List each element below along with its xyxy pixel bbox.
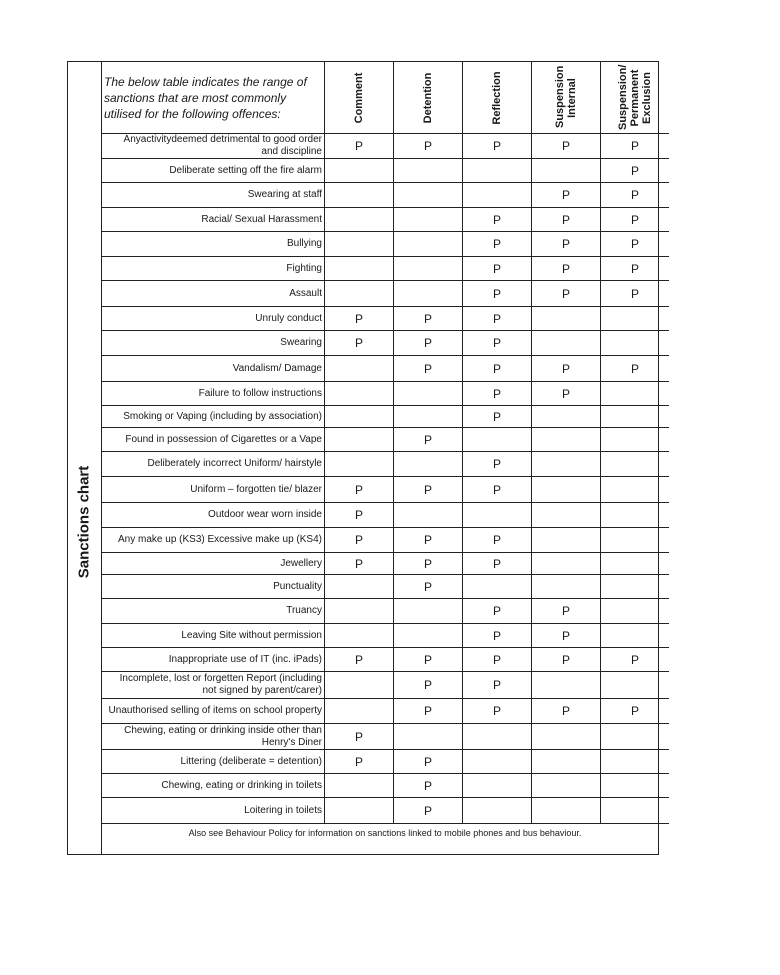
table-row [101,724,669,750]
sanction-cell [325,750,394,774]
sanction-mark: P [354,556,363,571]
sanction-cell [325,208,394,232]
sanction-cell [394,672,463,699]
sanction-cell [601,331,670,356]
offence-cell: Deliberately incorrect Uniform/ hairstyle [101,452,325,477]
offence-cell: Swearing at staff [101,183,325,208]
table-row [101,672,669,699]
table-row [101,232,669,257]
offence-cell: Assault [101,281,325,307]
sanction-cell [325,699,394,724]
table-row [101,528,669,553]
table-row [101,699,669,724]
sanction-mark: P [630,188,639,202]
sanction-cell [532,183,601,208]
sanction-cell [463,599,532,624]
sanction-cell [532,699,601,724]
offence-cell: Fighting [101,257,325,281]
sanction-cell [463,406,532,428]
offence-cell: Inappropriate use of IT (inc. iPads) [101,648,325,672]
sanction-mark: P [423,652,432,667]
sanction-cell [532,724,601,750]
sanction-cell [325,331,394,356]
side-label-column [68,62,102,854]
offence-cell: Unruly conduct [101,307,325,331]
offence-cell: Chewing, eating or drinking inside other than Henry's Diner [101,724,325,750]
sanction-mark: P [630,212,639,227]
sanction-cell [532,528,601,553]
sanction-cell [325,503,394,528]
sanction-mark: P [423,139,432,153]
sanction-cell [394,183,463,208]
sanction-cell [463,232,532,257]
sanction-cell [601,624,670,648]
sanction-cell [601,750,670,774]
sanction-cell [325,307,394,331]
sanction-mark: P [492,678,501,692]
offence-cell: Littering (deliberate = detention) [101,750,325,774]
sanction-mark: P [423,704,432,718]
sanction-mark: P [561,604,570,618]
sanction-mark: P [354,754,363,769]
sanction-mark: P [492,628,501,643]
sanction-cell [394,208,463,232]
sanctions-chart-label: Sanctions chart [75,465,93,579]
sanction-cell [532,232,601,257]
sanction-cell [463,648,532,672]
sanction-cell [463,134,532,159]
table-row [101,208,669,232]
sanction-cell [601,452,670,477]
sanction-cell [601,699,670,724]
table-row [101,648,669,672]
sanction-cell [463,452,532,477]
sanction-mark: P [423,432,432,447]
offence-cell: Loitering in toilets [101,798,325,824]
sanction-cell [394,699,463,724]
sanction-cell [532,257,601,281]
sanction-cell [394,134,463,159]
sanction-mark: P [561,361,570,376]
sanction-cell [601,724,670,750]
table-row [101,257,669,281]
offence-cell: Failure to follow instructions [101,382,325,406]
sanction-mark: P [561,286,570,301]
sanction-cell [325,575,394,599]
sanction-cell [325,774,394,798]
sanction-cell [601,134,670,159]
sanction-mark: P [423,579,432,594]
sanction-cell [463,553,532,575]
sanction-cell [463,257,532,281]
table-row [101,281,669,307]
sanction-mark: P [492,704,501,718]
sanction-mark: P [423,803,432,818]
sanction-mark: P [492,386,501,401]
sanction-mark: P [423,336,432,350]
table-row [101,452,669,477]
sanction-cell [325,798,394,824]
sanction-mark: P [423,533,432,547]
sanction-mark: P [630,237,639,251]
sanction-cell [394,382,463,406]
sanction-mark: P [423,678,432,692]
sanction-mark: P [492,139,501,153]
sanction-cell [394,624,463,648]
table-row [101,503,669,528]
sanction-cell [463,624,532,648]
sanction-mark: P [492,237,501,251]
sanction-mark: P [423,311,432,326]
offence-cell: Jewellery [101,553,325,575]
table-row [101,331,669,356]
sanction-cell [394,356,463,382]
offence-cell: Bullying [101,232,325,257]
sanction-cell [601,382,670,406]
sanction-cell [325,257,394,281]
column-header-comment [325,62,394,134]
table-row [101,183,669,208]
offence-cell: Outdoor wear worn inside [101,503,325,528]
sanction-mark: P [423,482,432,497]
sanction-cell [325,382,394,406]
offence-cell: Smoking or Vaping (including by association) [101,406,325,428]
sanction-cell [601,307,670,331]
sanction-cell [532,750,601,774]
table-row [101,134,669,159]
sanction-cell [325,648,394,672]
sanction-cell [463,503,532,528]
sanction-cell [532,774,601,798]
sanction-mark: P [561,652,570,667]
sanction-cell [532,798,601,824]
sanction-mark: P [423,556,432,571]
table-row [101,406,669,428]
offence-cell: Truancy [101,599,325,624]
sanction-cell [394,528,463,553]
offence-cell: Incomplete, lost or forgetten Report (including not signed by parent/carer) [101,672,325,699]
table-row [101,356,669,382]
sanction-mark: P [561,628,570,643]
sanction-cell [325,672,394,699]
sanction-cell [325,159,394,183]
sanction-cell [394,553,463,575]
sanction-mark: P [354,482,363,497]
sanction-cell [394,575,463,599]
sanction-cell [532,134,601,159]
sanction-cell [463,699,532,724]
sanction-cell [601,428,670,452]
sanction-mark: P [492,361,501,376]
sanction-cell [394,750,463,774]
sanction-mark: P [492,409,501,424]
offence-cell: Anyactivitydeemed detrimental to good order and discipline [101,134,325,159]
sanction-cell [325,624,394,648]
sanction-cell [325,452,394,477]
sanction-cell [532,208,601,232]
sanction-cell [601,503,670,528]
sanction-cell [463,798,532,824]
sanction-mark: P [630,163,639,178]
sanction-cell [463,208,532,232]
offence-cell: Unauthorised selling of items on school property [101,699,325,724]
sanction-cell [463,356,532,382]
sanction-cell [532,428,601,452]
table-row [101,774,669,798]
sanction-mark: P [423,361,432,376]
sanction-mark: P [561,704,570,718]
sanction-cell [532,159,601,183]
sanctions-sheet [67,61,659,855]
sanction-cell [325,281,394,307]
offence-cell: Racial/ Sexual Harassment [101,208,325,232]
sanction-cell [325,232,394,257]
column-header-detention [394,62,463,134]
sanction-cell [601,183,670,208]
table-row [101,553,669,575]
sanction-mark: P [492,604,501,618]
sanction-cell [394,477,463,503]
sanction-cell [532,406,601,428]
sanction-mark: P [561,188,570,202]
sanction-cell [532,452,601,477]
sanction-mark: P [354,533,363,547]
offence-cell: Chewing, eating or drinking in toilets [101,774,325,798]
sanction-mark: P [492,286,501,301]
sanction-cell [463,159,532,183]
sanction-mark: P [492,261,501,276]
sanction-cell [532,672,601,699]
sanction-cell [463,477,532,503]
sanction-cell [532,477,601,503]
sanction-cell [394,774,463,798]
sanction-cell [325,134,394,159]
sanction-cell [394,307,463,331]
sanction-cell [532,356,601,382]
sanction-mark: P [354,336,363,350]
sanction-mark: P [423,778,432,793]
sanction-cell [394,599,463,624]
table-row [101,382,669,406]
offence-cell: Uniform – forgotten tie/ blazer [101,477,325,503]
sanctions-table [101,62,669,842]
sanction-mark: P [561,261,570,276]
column-label: Suspension/ Permanent Exclusion [617,64,653,130]
sanction-cell [532,648,601,672]
sanction-mark: P [492,336,501,350]
sanction-cell [394,648,463,672]
sanction-mark: P [630,261,639,276]
sanction-mark: P [492,482,501,497]
sanction-cell [532,575,601,599]
sanction-cell [601,672,670,699]
sanction-cell [325,724,394,750]
table-row [101,750,669,774]
sanction-mark: P [354,508,363,522]
column-label: Reflection [491,71,503,125]
sanction-cell [601,406,670,428]
sanction-cell [394,159,463,183]
sanction-cell [463,382,532,406]
sanction-cell [394,257,463,281]
table-row [101,477,669,503]
sanction-cell [601,528,670,553]
sanction-cell [532,382,601,406]
sanction-mark: P [423,754,432,769]
sanction-cell [532,281,601,307]
column-header-exclusion [601,62,670,134]
sanction-mark: P [561,237,570,251]
sanction-cell [394,452,463,477]
table-row [101,159,669,183]
sanction-cell [394,281,463,307]
sanction-cell [394,428,463,452]
table-row [101,798,669,824]
sanction-mark: P [561,139,570,153]
sanction-cell [532,307,601,331]
offence-cell: Vandalism/ Damage [101,356,325,382]
sanction-cell [601,575,670,599]
table-row [101,599,669,624]
sanction-cell [532,553,601,575]
sanction-cell [394,503,463,528]
sanction-cell [601,648,670,672]
sanction-cell [325,406,394,428]
sanction-cell [325,477,394,503]
column-label: Detention [422,72,434,124]
offence-cell: Deliberate setting off the fire alarm [101,159,325,183]
sanction-cell [325,599,394,624]
sanction-cell [532,331,601,356]
sanction-cell [325,428,394,452]
sanction-mark: P [354,652,363,667]
sanction-cell [463,183,532,208]
table-row [101,575,669,599]
sanction-mark: P [630,704,639,718]
sanction-cell [601,774,670,798]
sanction-mark: P [630,652,639,667]
table-row [101,428,669,452]
sanction-cell [463,307,532,331]
header-row [101,62,669,134]
sanction-mark: P [492,212,501,227]
table-row [101,624,669,648]
sanction-cell [601,599,670,624]
sanction-cell [325,553,394,575]
sanction-mark: P [630,139,639,153]
sanction-cell [601,477,670,503]
offence-cell: Found in possession of Cigarettes or a Vape [101,428,325,452]
sanction-cell [463,672,532,699]
sanction-cell [532,503,601,528]
sanction-mark: P [630,361,639,376]
sanction-cell [463,428,532,452]
sanction-cell [463,575,532,599]
sanction-mark: P [492,457,501,471]
sanction-mark: P [492,311,501,326]
sanction-cell [394,406,463,428]
sanction-cell [394,724,463,750]
sanction-cell [601,281,670,307]
sanction-mark: P [492,533,501,547]
sanction-cell [601,159,670,183]
sanction-cell [325,356,394,382]
sanction-mark: P [354,729,363,744]
sanction-cell [532,624,601,648]
offence-cell: Any make up (KS3) Excessive make up (KS4) [101,528,325,553]
sanction-cell [601,356,670,382]
column-header-reflection [463,62,532,134]
sanction-cell [463,750,532,774]
offence-cell: Punctuality [101,575,325,599]
sanction-cell [601,257,670,281]
sanction-mark: P [354,139,363,153]
sanction-mark: P [561,212,570,227]
footer-note: Also see Behaviour Policy for information on sanctions linked to mobile phones and bus behaviour. [101,824,669,843]
sanction-mark: P [561,386,570,401]
intro-text: The below table indicates the range of sanctions that are most commonly utilised for the following offences: [101,62,325,134]
sanctions-grid [101,62,658,842]
sanction-cell [601,798,670,824]
column-header-suspension-internal [532,62,601,134]
offence-cell: Leaving Site without permission [101,624,325,648]
sanction-cell [532,599,601,624]
footer-row [101,824,669,843]
offence-cell: Swearing [101,331,325,356]
sanction-cell [463,528,532,553]
table-row [101,307,669,331]
sanction-cell [601,553,670,575]
sanction-mark: P [630,286,639,301]
sanction-cell [394,232,463,257]
sanction-cell [463,724,532,750]
sanction-cell [601,208,670,232]
sanction-cell [394,798,463,824]
sanction-mark: P [492,652,501,667]
sanction-cell [601,232,670,257]
sanction-cell [463,331,532,356]
sanction-cell [325,183,394,208]
column-label: Suspension Internal [554,65,578,128]
sanction-cell [394,331,463,356]
sanction-mark: P [354,311,363,326]
sanction-cell [463,281,532,307]
sanction-mark: P [492,556,501,571]
column-label: Comment [353,72,365,124]
sanction-cell [463,774,532,798]
sanction-cell [325,528,394,553]
